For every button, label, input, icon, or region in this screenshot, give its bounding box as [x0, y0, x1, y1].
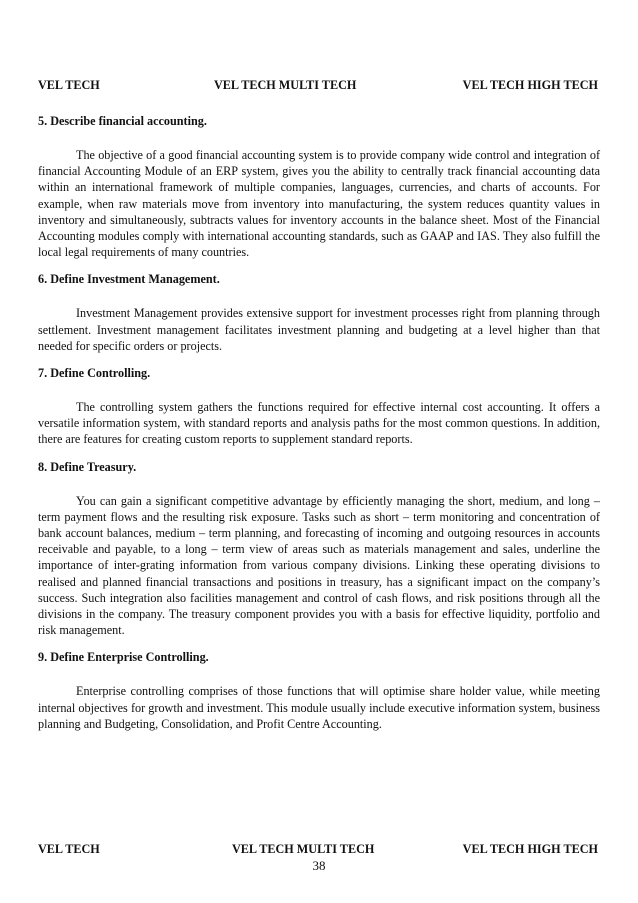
section-controlling [38, 365, 600, 448]
header-right-text: VEL TECH HIGH TECH [462, 78, 598, 92]
section-heading: 5. Describe financial accounting. [38, 114, 207, 128]
section-paragraph: Enterprise controlling comprises of those functions that will optimise share holder value, while meeting internal objectives for growth and investment. This module usually include executive information system, business planning and Budgeting, Consolidation, and Profit Centre Accounting. [38, 684, 600, 731]
section-heading: 8. Define Treasury. [38, 459, 137, 474]
section-enterprise-controlling [38, 649, 600, 732]
header-middle-text: VEL TECH MULTI TECH [214, 78, 357, 92]
page-header [38, 77, 600, 93]
section-heading: 6. Define Investment Management. [38, 272, 220, 287]
section-heading: 7. Define Controlling. [38, 366, 151, 381]
document-body [38, 113, 600, 743]
section-paragraph: You can gain a significant competitive advantage by efficiently managing the short, medium, and long – term payment flows and the resulting risk exposure. Tasks such as short – term monitoring and concentration of bank account balances, medium – term planning, and forecasting of incoming and outgoing resources in accounts receivable and payable, to a long – term view of areas such as materials management and sales, underline the importance of inter-grating information from various company divisions. Linking these operating divisions to realised and planned financial transactions and positions in treasury, has a significant impact on the company’s success. Such integration also facilities management and control of cash flows, and risk positions through all the divisions in the company. The treasury component provides you with a basis for effective liquidity, portfolio and risk management. [38, 493, 600, 638]
section-heading: 9. Define Enterprise Controlling. [38, 650, 209, 665]
section-treasury [38, 459, 600, 639]
document-page [38, 0, 600, 903]
footer-left-text: VEL TECH [38, 842, 100, 856]
section-paragraph: The objective of a good financial accounting system is to provide company wide control and integration of financial Accounting Module of an ERP system, gives you the ability to centrally track financial accounting data within an international framework of multiple companies, languages, currencies, and charts of accounts. For example, when raw materials move from inventory into manufacturing, the system reduces quantity values in inventory and simultaneously, subtracts values for inventory accounts in the balance sheet. Most of the Financial Accounting modules comply with international accounting standards, such as GAAP and IAS. They also fulfill the local legal requirements of many countries. [38, 148, 600, 260]
header-left-text: VEL TECH [38, 78, 100, 92]
section-paragraph: Investment Management provides extensive support for investment processes right from planning through settlement. Investment management facilitates investment planning and budgeting at a level higher than that needed for specific orders or projects. [38, 306, 600, 353]
section-investment-management [38, 271, 600, 354]
footer-middle-text: VEL TECH MULTI TECH [232, 842, 375, 856]
page-number: 38 [312, 858, 326, 873]
footer-right-text: VEL TECH HIGH TECH [462, 842, 598, 856]
section-paragraph: The controlling system gathers the functions required for effective internal cost accounting. It offers a versatile information system, with standard reports and analysis paths for the most common questions. In addition, there are features for creating custom reports to supplement standard reports. [38, 400, 600, 447]
section-financial-accounting [38, 113, 600, 260]
page-footer [38, 841, 600, 857]
